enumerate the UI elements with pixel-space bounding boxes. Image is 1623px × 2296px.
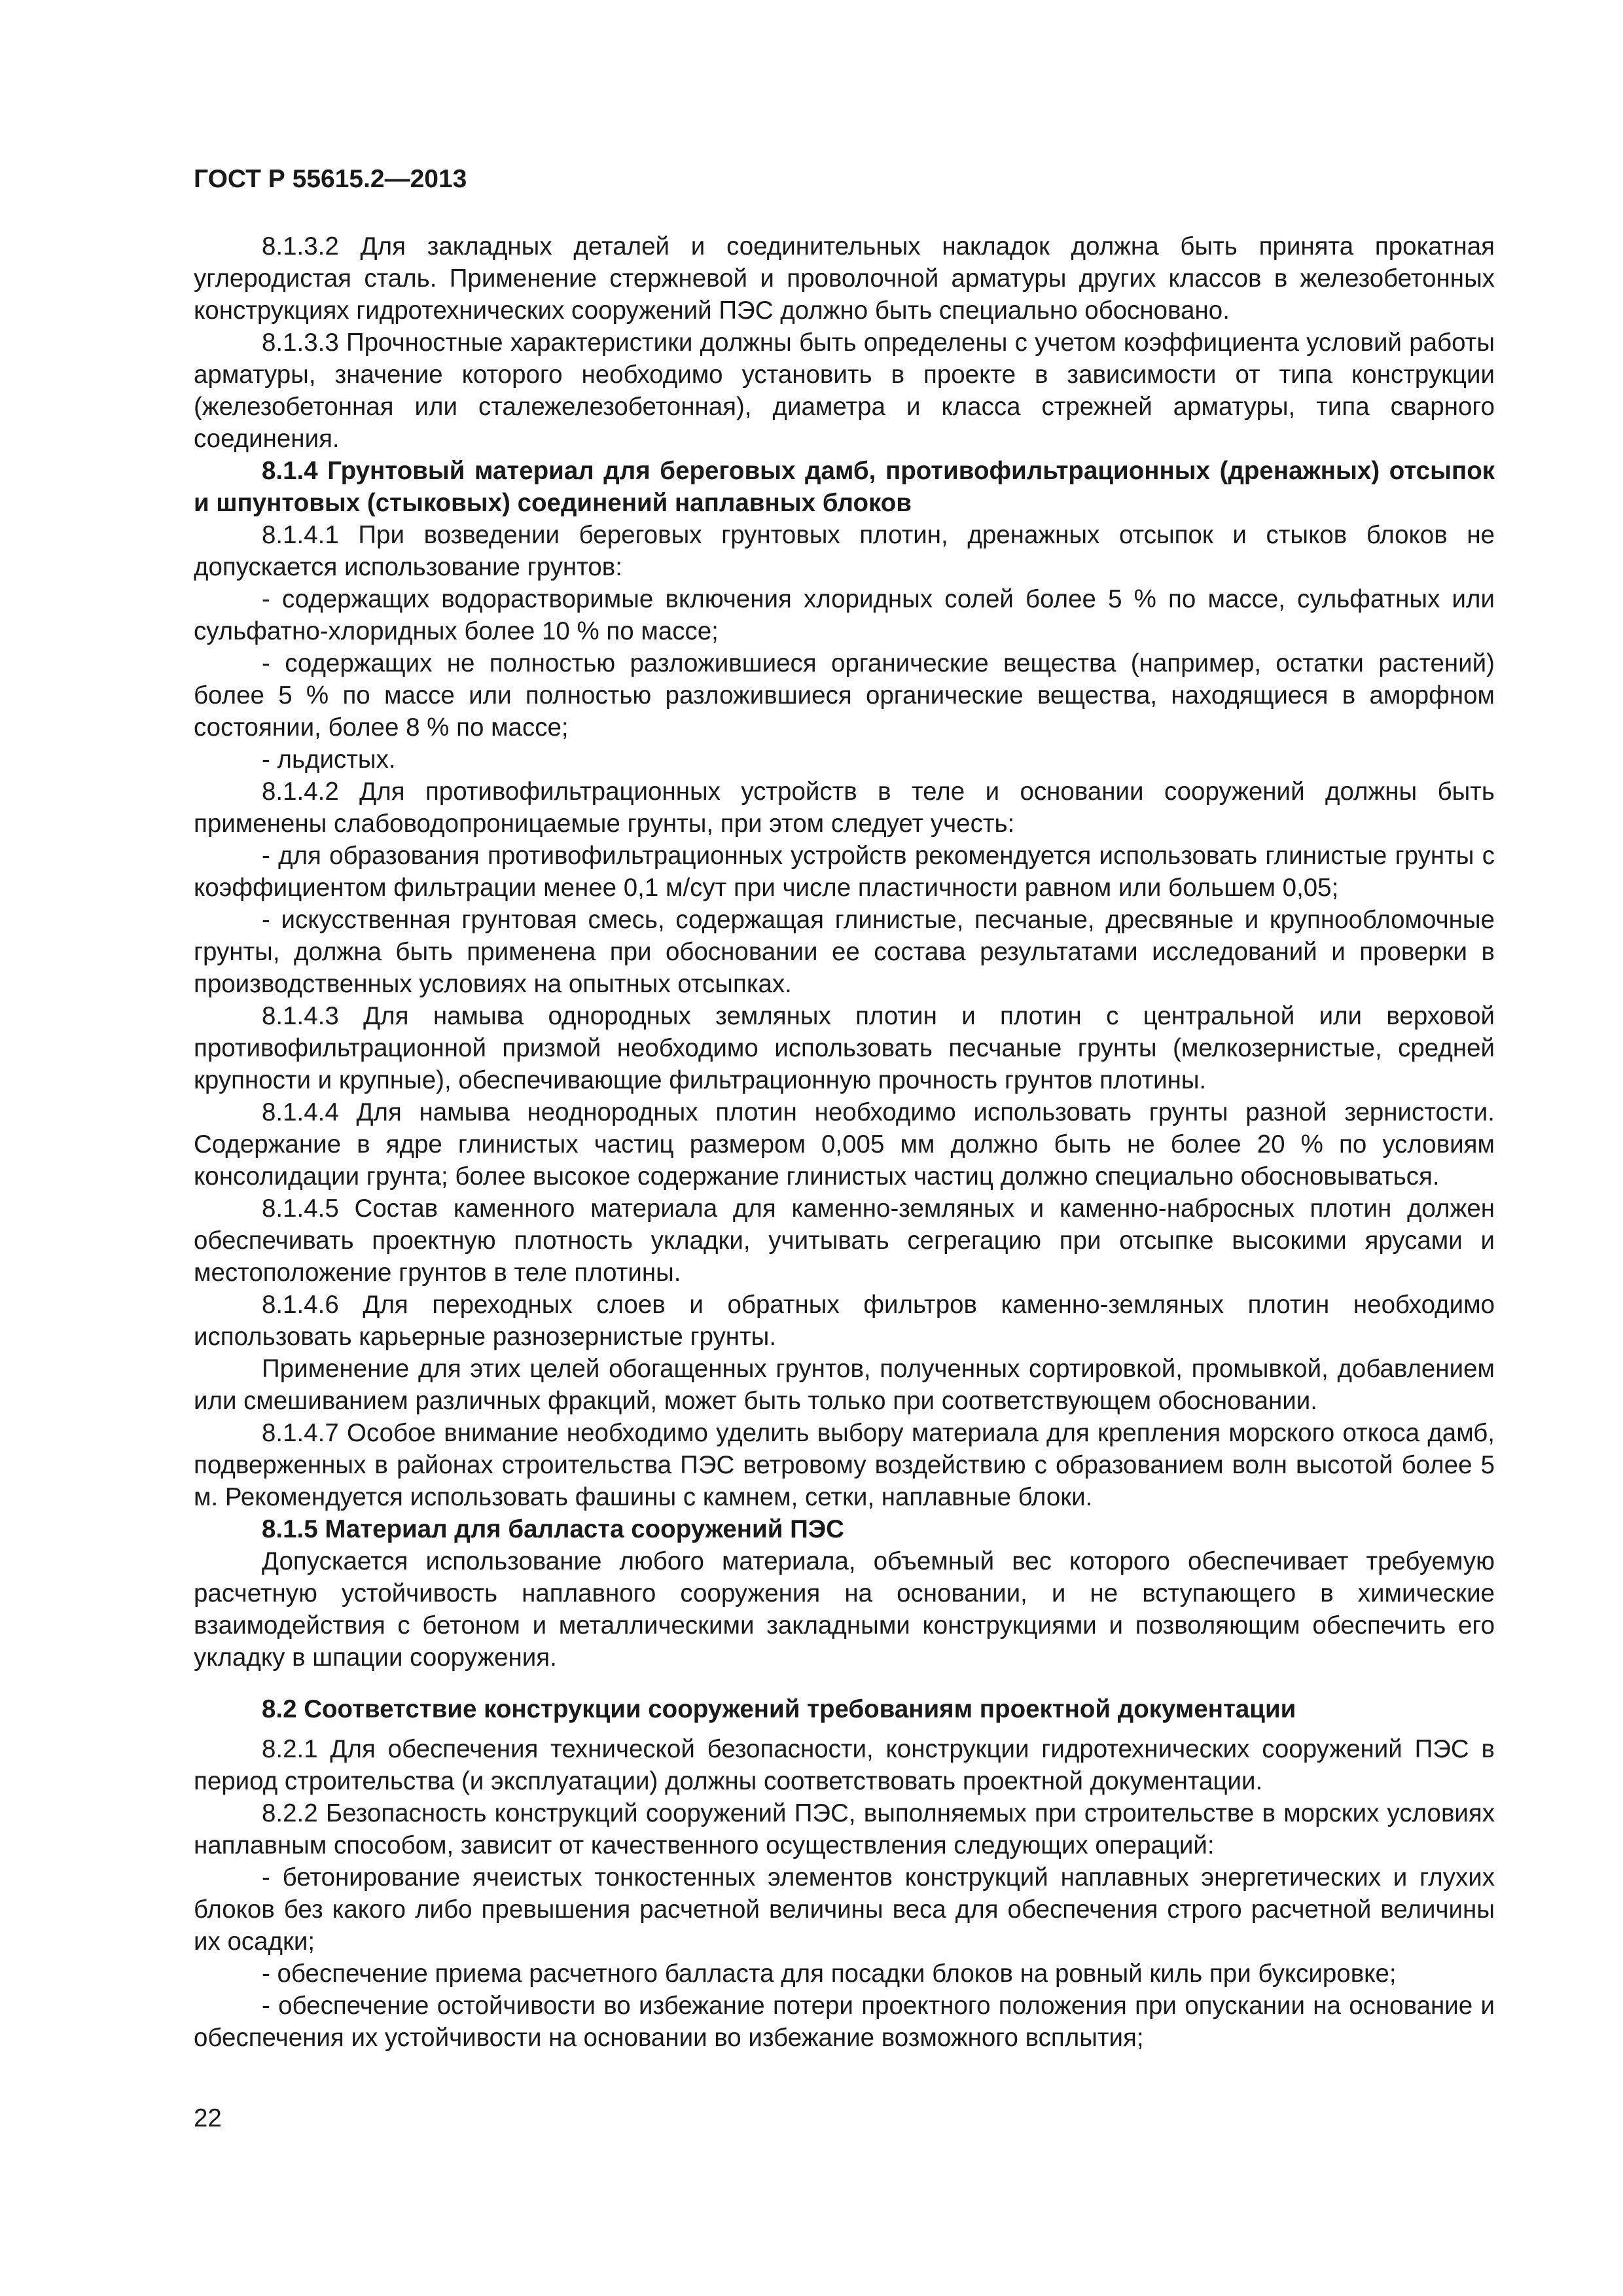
paragraph-8-1-4-2: 8.1.4.2 Для противофильтрационных устройств в теле и основании сооружений должны быть применены слабоводопроницаемые грунты, при этом следует учесть: xyxy=(194,778,1495,838)
paragraph-ballast: Допускается использование любого материала, объемный вес которого обеспечивает требуемую расчетную устойчивость наплавного сооружения на основании, и не вступающего в химические взаимодействия с бетоном и металлическими закладными конструкциями и позволяющим обеспечить его укладку в шпации сооружения. xyxy=(194,1547,1495,1672)
paragraph-8-1-3-3: 8.1.3.3 Прочностные характеристики должны быть определены с учетом коэффициента условий работы арматуры, значение которого необходимо установить в проекте в зависимости от типа конструкции (железобетонная или сталежелезобетонная), диаметра и класса стрежней арматуры, типа сварного соединения. xyxy=(194,329,1495,453)
list-item: - содержащих водорастворимые включения хлоридных солей более 5 % по массе, сульфатных или сульфатно-хлоридных более 10 % по массе; xyxy=(194,585,1495,645)
paragraph-8-1-4-6: 8.1.4.6 Для переходных слоев и обратных фильтров каменно-земляных плотин необходимо использовать карьерные разнозернистые грунты. xyxy=(194,1291,1495,1351)
page-number: 22 xyxy=(194,2104,222,2132)
paragraph-8-1-4-3: 8.1.4.3 Для намыва однородных земляных плотин и плотин с центральной или верховой противофильтрационной призмой необходимо использовать песчаные грунты (мелкозернистые, средней крупности и крупные), обеспечивающие фильтрационную прочность грунтов плотины. xyxy=(194,1002,1495,1094)
paragraph-8-2-2: 8.2.2 Безопасность конструкций сооружений ПЭС, выполняемых при строительстве в морских условиях наплавным способом, зависит от качественного осуществления следующих операций: xyxy=(194,1799,1495,1859)
paragraph-8-1-4-5: 8.1.4.5 Состав каменного материала для каменно-земляных и каменно-набросных плотин должен обеспечивать проектную плотность укладки, учитывать сегрегацию при отсыпке высокими ярусами и местоположение грунтов в теле плотины. xyxy=(194,1194,1495,1287)
document-header: ГОСТ Р 55615.2—2013 xyxy=(194,165,467,193)
list-item: - содержащих не полностью разложившиеся органические вещества (например, остатки растений) более 5 % по массе или полностью разложившиеся органические вещества, находящиеся в аморфном состоянии, более 8 % по массе; xyxy=(194,649,1495,742)
list-item: - льдистых. xyxy=(262,745,396,774)
list-item: - обеспечение приема расчетного балласта для посадки блоков на ровный киль при буксировке; xyxy=(262,1960,1397,1988)
list-item: - для образования противофильтрационных устройств рекомендуется использовать глинистые грунты с коэффициентом фильтрации менее 0,1 м/сут при числе пластичности равном или большем 0,05; xyxy=(194,842,1495,902)
list-item: - бетонирование ячеистых тонкостенных элементов конструкций наплавных энергетических и глухих блоков без какого либо превышения расчетной величины веса для обеспечения строго расчетной величины их осадки; xyxy=(194,1863,1495,1956)
list-item: - обеспечение остойчивости во избежание потери проектного положения при опускании на основание и обеспечения их устойчивости на основании во избежание возможного всплытия; xyxy=(194,1992,1495,2052)
paragraph-8-1-4-4: 8.1.4.4 Для намыва неоднородных плотин необходимо использовать грунты разной зернистости. Содержание в ядре глинистых частиц размером 0,005 мм должно быть не более 20 % по условиям консолидации грунта; более высокое содержание глинистых частиц должно специально обосновываться. xyxy=(194,1098,1495,1191)
heading-8-1-4: 8.1.4 Грунтовый материал для береговых дамб, противофильтрационных (дренажных) отсыпок и шпунтовых (стыковых) соединений наплавных блоков xyxy=(194,457,1495,517)
paragraph-8-1-4-1: 8.1.4.1 При возведении береговых грунтовых плотин, дренажных отсыпок и стыков блоков не допускается использование грунтов: xyxy=(194,521,1495,581)
list-item: - искусственная грунтовая смесь, содержащая глинистые, песчаные, дресвяные и крупнообломочные грунты, должна быть применена при обосновании ее состава результатами исследований и проверки в производственных условиях на опытных отсыпках. xyxy=(194,906,1495,998)
heading-8-2: 8.2 Соответствие конструкции сооружений требованиям проектной документации xyxy=(262,1695,1296,1723)
document-body xyxy=(194,230,1495,2054)
paragraph-continuation: Применение для этих целей обогащенных грунтов, полученных сортировкой, промывкой, добавлением или смешиванием различных фракций, может быть только при соответствующем обосновании. xyxy=(194,1355,1495,1415)
paragraph-8-1-4-7: 8.1.4.7 Особое внимание необходимо уделить выбору материала для крепления морского откоса дамб, подверженных в районах строительства ПЭС ветровому воздействию с образованием волн высотой более 5 м. Рекомендуется использовать фашины с камнем, сетки, наплавные блоки. xyxy=(194,1419,1495,1511)
paragraph-8-2-1: 8.2.1 Для обеспечения технической безопасности, конструкции гидротехнических сооружений ПЭС в период строительства (и эксплуатации) должны соответствовать проектной документации. xyxy=(194,1735,1495,1795)
heading-8-1-5: 8.1.5 Материал для балласта сооружений ПЭС xyxy=(262,1515,844,1543)
paragraph-8-1-3-2: 8.1.3.2 Для закладных деталей и соединительных накладок должна быть принята прокатная углеродистая сталь. Применение стержневой и проволочной арматуры других классов в железобетонных конструкциях гидротехнических сооружений ПЭС должно быть специально обосновано. xyxy=(194,232,1495,325)
